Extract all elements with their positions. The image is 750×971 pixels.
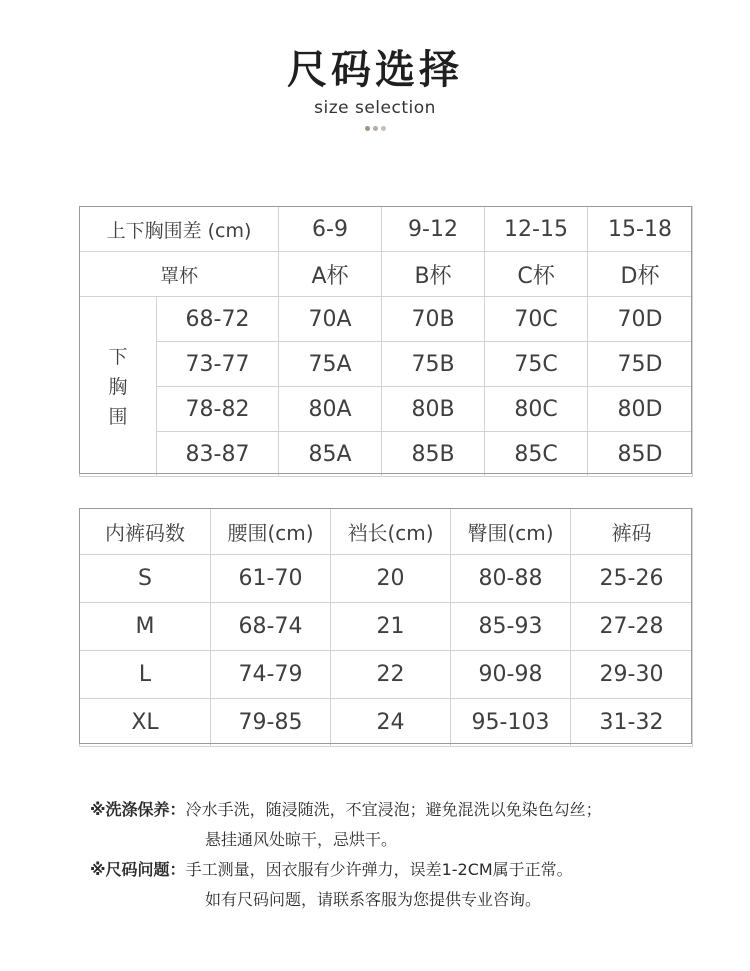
- size-cell: 70D: [588, 297, 693, 342]
- size-text-line2: 如有尺码问题，请联系客服为您提供专业咨询。: [205, 890, 542, 909]
- table-cell: 95-103: [451, 699, 571, 747]
- size-cell: 70B: [382, 297, 485, 342]
- size-cell: 85D: [588, 432, 693, 477]
- table-row-cup: [80, 252, 693, 297]
- underbust-label: [80, 297, 157, 477]
- column-header: 裤码: [571, 509, 693, 555]
- size-note: [90, 855, 730, 885]
- size-cell: 75B: [382, 342, 485, 387]
- page-title: 尺码选择: [287, 47, 463, 93]
- cup-cell: D杯: [588, 252, 693, 297]
- diff-range-cell: 6-9: [279, 207, 382, 252]
- size-cell: 70C: [485, 297, 588, 342]
- table-row: [80, 297, 693, 342]
- size-cell: 80B: [382, 387, 485, 432]
- care-label: ※洗涤保养：: [90, 800, 186, 819]
- care-text-line1: 冷水手洗，随浸随洗，不宜浸泡；避免混洗以免染色勾丝；: [185, 800, 602, 819]
- table-row: [80, 432, 693, 477]
- table-row: [80, 651, 693, 699]
- size-label: ※尺码问题：: [90, 860, 186, 879]
- cup-cell: C杯: [485, 252, 588, 297]
- cup-cell: B杯: [382, 252, 485, 297]
- care-notes: [90, 795, 730, 915]
- table-header-row: [80, 509, 693, 555]
- bra-size-table: [79, 206, 693, 477]
- table-cell: 90-98: [451, 651, 571, 699]
- bust-difference-label: 上下胸围差 (cm): [80, 207, 279, 252]
- size-cell: 80C: [485, 387, 588, 432]
- underbust-range-cell: 83-87: [157, 432, 279, 477]
- table-cell: S: [80, 555, 211, 603]
- size-cell: 75C: [485, 342, 588, 387]
- underbust-label-char: 下: [108, 345, 128, 368]
- brief-size-table: [79, 508, 693, 747]
- size-cell: 75D: [588, 342, 693, 387]
- dot-3: [381, 126, 386, 131]
- size-cell: 80A: [279, 387, 382, 432]
- underbust-label-char: 胸: [108, 375, 128, 398]
- table-cell: M: [80, 603, 211, 651]
- size-cell: 70A: [279, 297, 382, 342]
- column-header: 裆长(cm): [331, 509, 451, 555]
- table-row-diff: [80, 207, 693, 252]
- care-text-line2: 悬挂通风处晾干，忌烘干。: [205, 830, 398, 849]
- dot-1: [365, 126, 370, 131]
- table-cell: 29-30: [571, 651, 693, 699]
- size-cell: 80D: [588, 387, 693, 432]
- table-cell: XL: [80, 699, 211, 747]
- table-cell: L: [80, 651, 211, 699]
- diff-range-cell: 12-15: [485, 207, 588, 252]
- table-row: [80, 603, 693, 651]
- table-cell: 25-26: [571, 555, 693, 603]
- table-cell: 74-79: [211, 651, 331, 699]
- dot-2: [373, 126, 378, 131]
- underbust-range-cell: 73-77: [157, 342, 279, 387]
- underbust-label-char: 围: [108, 405, 128, 428]
- underbust-range-cell: 68-72: [157, 297, 279, 342]
- table-cell: 21: [331, 603, 451, 651]
- size-cell: 75A: [279, 342, 382, 387]
- table-cell: 61-70: [211, 555, 331, 603]
- table-row: [80, 555, 693, 603]
- table-cell: 68-74: [211, 603, 331, 651]
- size-text-line1: 手工测量，因衣服有少许弹力，误差1-2CM属于正常。: [185, 860, 573, 879]
- cup-label: 罩杯: [80, 252, 279, 297]
- size-cell: 85B: [382, 432, 485, 477]
- table-row: [80, 387, 693, 432]
- table-row: [80, 699, 693, 747]
- table-cell: 85-93: [451, 603, 571, 651]
- decorative-dots: [0, 126, 750, 131]
- size-cell: 85C: [485, 432, 588, 477]
- page-subtitle: size selection: [314, 98, 436, 118]
- size-cell: 85A: [279, 432, 382, 477]
- table-cell: 20: [331, 555, 451, 603]
- table-cell: 80-88: [451, 555, 571, 603]
- underbust-range-cell: 78-82: [157, 387, 279, 432]
- column-header: 内裤码数: [80, 509, 211, 555]
- table-cell: 79-85: [211, 699, 331, 747]
- cup-cell: A杯: [279, 252, 382, 297]
- care-note: [90, 795, 730, 825]
- diff-range-cell: 9-12: [382, 207, 485, 252]
- column-header: 腰围(cm): [211, 509, 331, 555]
- table-cell: 22: [331, 651, 451, 699]
- table-row: [80, 342, 693, 387]
- table-cell: 31-32: [571, 699, 693, 747]
- diff-range-cell: 15-18: [588, 207, 693, 252]
- table-cell: 24: [331, 699, 451, 747]
- column-header: 臀围(cm): [451, 509, 571, 555]
- table-cell: 27-28: [571, 603, 693, 651]
